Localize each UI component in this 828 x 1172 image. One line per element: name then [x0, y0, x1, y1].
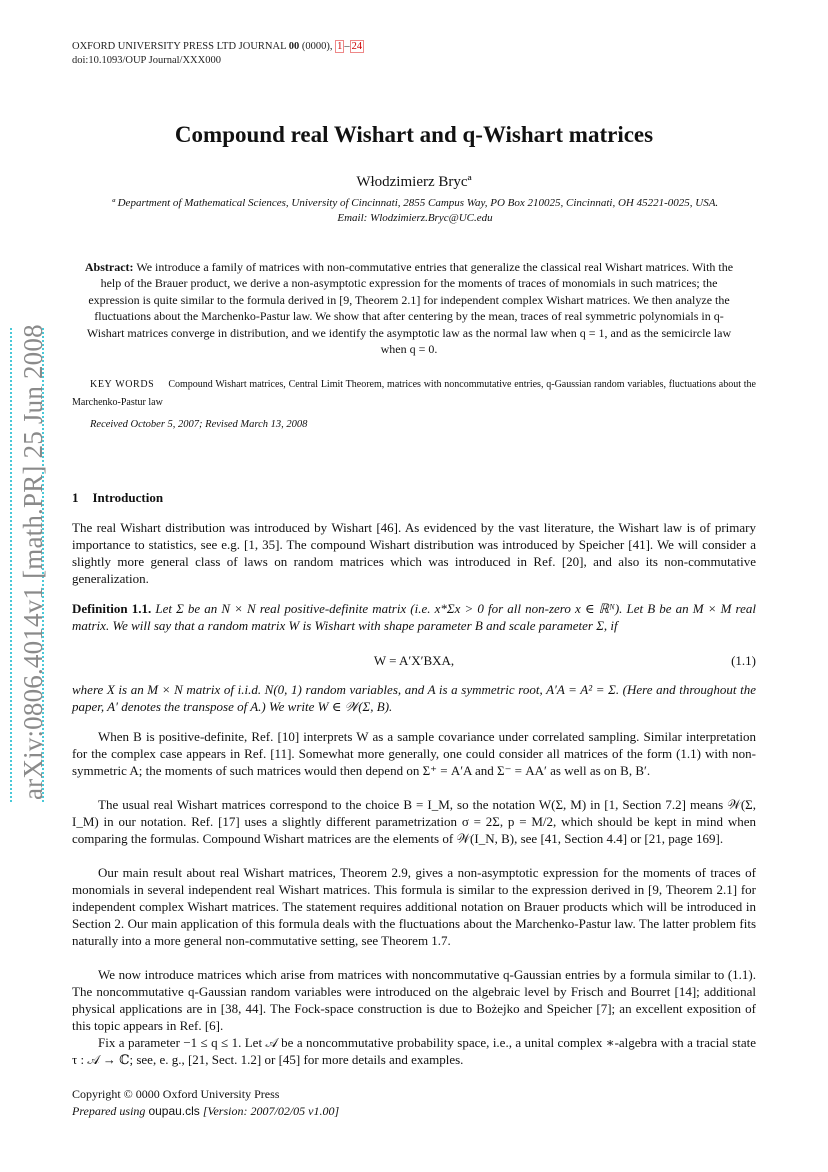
- keywords-text: Compound Wishart matrices, Central Limit Theorem, matrices with noncommutative entries, q-Gaussian random variables, fluctuations about the Marchenko-Pastur law: [72, 379, 756, 408]
- section-title: Introduction: [92, 490, 164, 505]
- arxiv-identifier: arXiv:0806.4014v1 [math.PR] 25 Jun 2008: [18, 324, 48, 800]
- journal-name: OXFORD UNIVERSITY PRESS LTD JOURNAL: [72, 41, 287, 52]
- prepared-using: [72, 1103, 339, 1120]
- definition-text: Let Σ be an N × N real positive-definite matrix (i.e. x*Σx > 0 for all non-zero x ∈ ℝᴺ). Let B be an M × M real matrix. We will say that a random matrix W is Wishart with shape parameter B and scale parameter Σ, if: [72, 601, 756, 633]
- paragraph-4: We now introduce matrices which arise from matrices with noncommutative q-Gaussian entries by a formula similar to (1.1). The noncommutative q-Gaussian random variables were introduced on the algebraic level by Frisch and Bourret [14]; additional physical applications are in [38, 44]. The Fock-space construction is due to Bożejko and Speicher [7]; an excellent exposition of this topic appears in Ref. [6].: [72, 967, 756, 1033]
- copyright: Copyright © 0000 Oxford University Press: [72, 1087, 280, 1101]
- page-start-link[interactable]: 1: [337, 41, 343, 52]
- section-heading: [72, 490, 163, 506]
- paragraph-1: When B is positive-definite, Ref. [10] interprets W as a sample covariance under correlated sampling. Similar interpretation for the complex case appears in Ref. [11]. Somewhat more generally, one could consider all matrices of the form (1.1) with non-symmetric A; the moments of such matrices would then depend on Σ⁺ = A′A and Σ⁻ = AA′ as well as on B, B′.: [72, 729, 756, 778]
- received-dates: Received October 5, 2007; Revised March 13, 2008: [90, 419, 308, 430]
- paragraph-3: Our main result about real Wishart matrices, Theorem 2.9, gives a non-asymptotic expression for the moments of traces of monomials in several independent real Wishart matrices. This formula is similar to the expression derived in [9, Theorem 2.1] for independent complex Wishart matrices. The statement requires additional notation on Brauer products which will be introduced in Section 2. Our main application of this formula deals with the fluctuations about the Marchenko-Pastur law. The latter problem fits naturally into a more general non-commutative setting, see Theorem 1.7.: [72, 865, 756, 948]
- page-end-link[interactable]: 24: [351, 41, 363, 52]
- paragraph-2: The usual real Wishart matrices correspond to the choice B = I_M, so the notation W(Σ, M) in [1, Section 7.2] means 𝒲(Σ, I_M) in our notation. Ref. [17] uses a slightly different parametrization σ = 2Σ, p = M/2, which should be kept in mind when comparing the formulas. Compound Wishart matrices are the elements of 𝒲(I_N, B), see [41, Section 4.4] or [21, page 169].: [72, 797, 756, 846]
- doi: doi:10.1093/OUP Journal/XXX000: [72, 55, 221, 66]
- class-file: oupau.cls: [148, 1104, 200, 1118]
- page-range-separator: –: [344, 41, 350, 52]
- abstract: [76, 259, 742, 357]
- definition-after: where X is an M × N matrix of i.i.d. N(0, 1) random variables, and A is a symmetric root, A′A = A² = Σ. (Here and throughout the paper, A′ denotes the transpose of A.) We write W ∈ 𝒲(Σ, B).: [72, 682, 756, 714]
- section-number: 1: [72, 490, 79, 505]
- definition-label: Definition 1.1.: [72, 601, 152, 616]
- equation-body: W = A′X′BXA,: [373, 653, 455, 668]
- keywords-label: KEY WORDS: [90, 379, 155, 390]
- equation-number: (1.1): [731, 653, 756, 668]
- paper-title: Compound real Wishart and q-Wishart matrices: [174, 122, 654, 147]
- abstract-text: We introduce a family of matrices with non-commutative entries that generalize the classical real Wishart matrices. With the help of the Brauer product, we derive a non-asymptotic expression for the moments of traces of monomials in such matrices; the expression is quite similar to the formula derived in [9, Theorem 2.1] for independent complex Wishart matrices. We then analyze the fluctuations about the Marchenko-Pastur law. We show that after centering by the mean, traces of real symmetric polynomials in q-Wishart matrices converge in distribution, and we identify the asymptotic law as the normal law when q = 1, and as the semicircle law when q = 0.: [86, 260, 734, 357]
- journal-volume: 00: [288, 41, 300, 52]
- class-version: [Version: 2007/02/05 v1.00]: [202, 1104, 340, 1118]
- page-footer: [72, 1086, 339, 1120]
- journal-year: (0000),: [301, 41, 333, 52]
- journal-header: [72, 40, 364, 68]
- paragraph-5: Fix a parameter −1 ≤ q ≤ 1. Let 𝒜 be a noncommutative probability space, i.e., a unital complex ∗-algebra with a tracial state τ : 𝒜 → ℂ; see, e. g., [21, Sect. 1.2] or [45] for more details and examples.: [72, 1035, 756, 1067]
- intro-paragraph: The real Wishart distribution was introduced by Wishart [46]. As evidenced by the vast literature, the Wishart law is of primary importance to statistics, see e.g. [1, 35]. The compound Wishart distribution was introduced by Speicher [41]. We will consider a slightly more general class of laws on random matrices which was introduced in Ref. [20], and also its non-commutative generalization.: [72, 520, 756, 586]
- definition: [72, 600, 756, 634]
- abstract-label: Abstract:: [84, 260, 134, 274]
- author-name: Włodzimierz Brycª: [356, 174, 472, 190]
- keywords: [72, 376, 756, 412]
- prepared-prefix: Prepared using: [72, 1104, 146, 1118]
- author-affiliation: ª Department of Mathematical Sciences, University of Cincinnati, 2855 Campus Way, PO Box 210025, Cincinnati, OH 45221-0025, USA. Email: Wlodzimierz.Bryc@UC.edu: [111, 197, 719, 224]
- arxiv-stamp: [14, 324, 48, 800]
